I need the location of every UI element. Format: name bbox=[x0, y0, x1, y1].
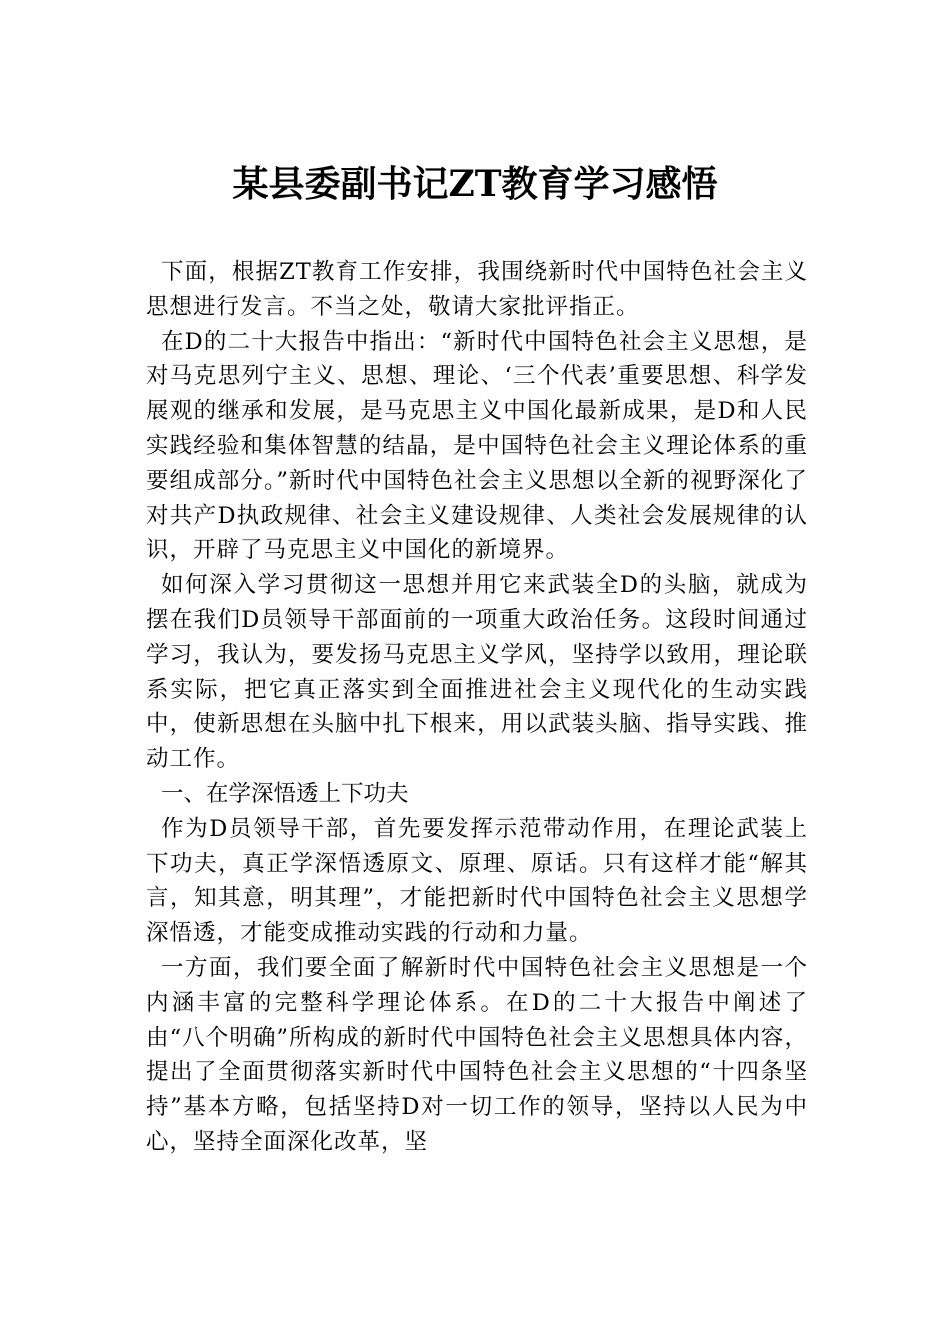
paragraph-section1-first: 作为D员领导干部，首先要发挥示范带动作用，在理论武装上下功夫，真正学深悟透原文、原理、原话。只有这样才能“解其言，知其意，明其理”，才能把新时代中国特色社会主义思想学深悟透，才能变成推动实践的行动和力量。 bbox=[146, 815, 808, 947]
paragraph-section1-second: 一方面，我们要全面了解新时代中国特色社会主义思想是一个内涵丰富的完整科学理论体系。在D的二十大报告中阐述了由“八个明确”所构成的新时代中国特色社会主义思想具体内容，提出了全面贯彻落实新时代中国特色社会主义思想的“十四条坚持”基本方略，包括坚持D对一切工作的领导，坚持以人民为中心，坚持全面深化改革，坚 bbox=[146, 954, 808, 1155]
paragraph-study-task: 如何深入学习贯彻这一思想并用它来武装全D的头脑，就成为摆在我们D员领导干部面前的一项重大政治任务。这段时间通过学习，我认为，要发扬马克思主义学风，坚持学以致用，理论联系实际，把它真正落实到全面推进社会主义现代化的生动实践中，使新思想在头脑中扎下根来，用以武装头脑、指导实践、推动工作。 bbox=[146, 572, 808, 773]
document-title: 某县委副书记ZT教育学习感悟 bbox=[232, 163, 718, 205]
paragraph-intro: 下面，根据ZT教育工作安排，我围绕新时代中国特色社会主义思想进行发言。不当之处，敬请大家批评指正。 bbox=[146, 259, 808, 320]
document-body bbox=[146, 255, 808, 1160]
section-heading-1: 一、在学深悟透上下功夫 bbox=[161, 780, 409, 807]
paragraph-report-quote: 在D的二十大报告中指出：“新时代中国特色社会主义思想，是对马克思列宁主义、思想、理论、‘三个代表’重要思想、科学发展观的继承和发展，是马克思主义中国化最新成果，是D和人民实践经验和集体智慧的结晶，是中国特色社会主义理论体系的重要组成部分。”新时代中国特色社会主义思想以全新的视野深化了对共产D执政规律、社会主义建设规律、人类社会发展规律的认识，开辟了马克思主义中国化的新境界。 bbox=[146, 328, 808, 564]
